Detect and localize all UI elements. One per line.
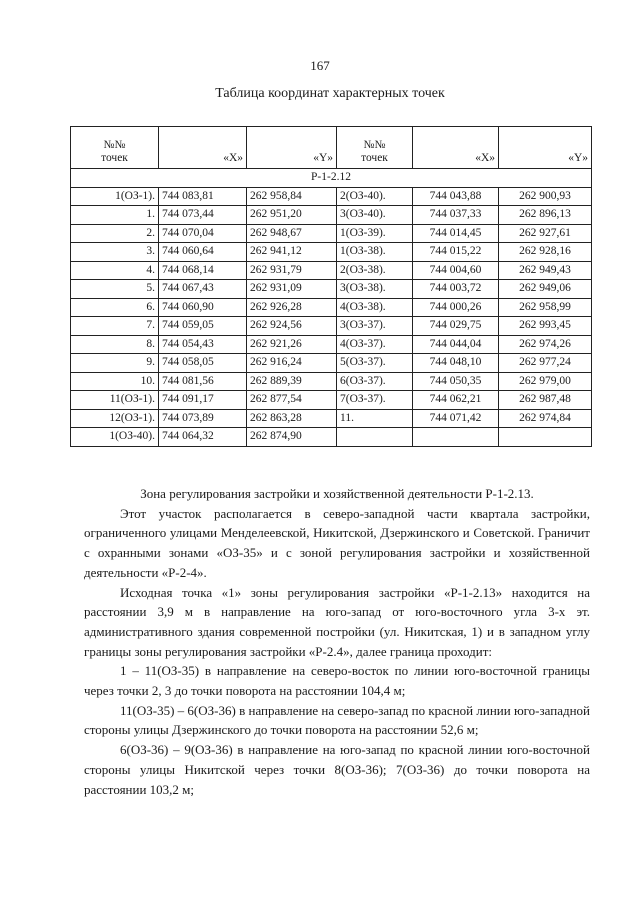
x-right-cell: 744 043,88 <box>413 187 499 206</box>
point-right-cell <box>337 428 413 447</box>
point-right-cell: 2(ОЗ-40). <box>337 187 413 206</box>
point-right-cell: 5(ОЗ-37). <box>337 354 413 373</box>
y-left-cell: 262 863,28 <box>247 409 337 428</box>
y-right-cell: 262 979,00 <box>499 372 592 391</box>
point-left-cell: 1(ОЗ-40). <box>71 428 159 447</box>
y-left-cell: 262 931,79 <box>247 261 337 280</box>
paragraph-segment-2: 11(ОЗ-35) – 6(ОЗ-36) в направление на северо-запад по красной линии юго-западной стороны улицы Дзержинского до точки поворота на расстоянии 52,6 м; <box>84 702 590 738</box>
header-point-right-line2: точек <box>361 152 388 164</box>
section-label: Р-1-2.12 <box>71 169 592 188</box>
point-left-cell: 7. <box>71 317 159 336</box>
zone-heading: Зона регулирования застройки и хозяйственной деятельности Р-1-2.13. <box>140 486 534 501</box>
point-right-cell: 1(ОЗ-38). <box>337 243 413 262</box>
y-left-cell: 262 941,12 <box>247 243 337 262</box>
point-left-cell: 5. <box>71 280 159 299</box>
y-left-cell: 262 924,56 <box>247 317 337 336</box>
point-left-cell: 1(ОЗ-1). <box>71 187 159 206</box>
y-right-cell: 262 977,24 <box>499 354 592 373</box>
y-left-cell: 262 877,54 <box>247 391 337 410</box>
point-right-cell: 11. <box>337 409 413 428</box>
x-left-cell: 744 058,05 <box>159 354 247 373</box>
y-right-cell: 262 974,26 <box>499 335 592 354</box>
table-row <box>71 206 592 225</box>
section-row <box>71 169 592 188</box>
table-row <box>71 317 592 336</box>
x-left-cell: 744 060,90 <box>159 298 247 317</box>
x-right-cell: 744 003,72 <box>413 280 499 299</box>
point-left-cell: 6. <box>71 298 159 317</box>
x-left-cell: 744 073,44 <box>159 206 247 225</box>
x-right-cell: 744 004,60 <box>413 261 499 280</box>
x-left-cell: 744 068,14 <box>159 261 247 280</box>
point-right-cell: 3(ОЗ-38). <box>337 280 413 299</box>
point-left-cell: 11(ОЗ-1). <box>71 391 159 410</box>
point-left-cell: 1. <box>71 206 159 225</box>
y-right-cell: 262 896,13 <box>499 206 592 225</box>
paragraph-location: Этот участок располагается в северо-западной части квартала застройки, ограниченного улицами Менделеевской, Никитской, Дзержинского и Советской. Граничит с охранными зонами «ОЗ-35» и с зоной регулирования застройки и хозяйственной деятельности «Р-2-4». <box>84 505 590 580</box>
y-right-cell: 262 949,43 <box>499 261 592 280</box>
point-left-cell: 12(ОЗ-1). <box>71 409 159 428</box>
table-row <box>71 335 592 354</box>
point-right-cell: 1(ОЗ-39). <box>337 224 413 243</box>
y-right-cell: 262 993,45 <box>499 317 592 336</box>
x-right-cell: 744 062,21 <box>413 391 499 410</box>
table-row <box>71 354 592 373</box>
y-left-cell: 262 926,28 <box>247 298 337 317</box>
table-row <box>71 243 592 262</box>
y-left-cell: 262 916,24 <box>247 354 337 373</box>
x-right-cell: 744 029,75 <box>413 317 499 336</box>
y-left-cell: 262 889,39 <box>247 372 337 391</box>
point-left-cell: 10. <box>71 372 159 391</box>
table-header-row <box>71 127 592 169</box>
x-left-cell: 744 081,56 <box>159 372 247 391</box>
x-left-cell: 744 067,43 <box>159 280 247 299</box>
x-right-cell: 744 050,35 <box>413 372 499 391</box>
paragraph-segment-3: 6(ОЗ-36) – 9(ОЗ-36) в направление на юго-запад по красной линии юго-восточной стороны улицы Никитской через точки 8(ОЗ-36); 7(ОЗ-36) до точки поворота на расстоянии 103,2 м; <box>84 742 590 797</box>
x-right-cell <box>413 428 499 447</box>
y-right-cell: 262 927,61 <box>499 224 592 243</box>
y-left-cell: 262 921,26 <box>247 335 337 354</box>
y-right-cell: 262 974,84 <box>499 409 592 428</box>
y-right-cell <box>499 428 592 447</box>
header-y-right: «Y» <box>499 127 592 169</box>
x-right-cell: 744 037,33 <box>413 206 499 225</box>
x-left-cell: 744 059,05 <box>159 317 247 336</box>
y-right-cell: 262 958,99 <box>499 298 592 317</box>
table-row <box>71 428 592 447</box>
y-right-cell: 262 928,16 <box>499 243 592 262</box>
header-point-right-line1: №№ <box>363 139 386 151</box>
table-row <box>71 372 592 391</box>
x-left-cell: 744 060,64 <box>159 243 247 262</box>
x-left-cell: 744 073,89 <box>159 409 247 428</box>
x-left-cell: 744 091,17 <box>159 391 247 410</box>
point-left-cell: 3. <box>71 243 159 262</box>
table-row <box>71 391 592 410</box>
y-right-cell: 262 987,48 <box>499 391 592 410</box>
x-left-cell: 744 070,04 <box>159 224 247 243</box>
x-right-cell: 744 044,04 <box>413 335 499 354</box>
paragraph-segment-1: 1 – 11(ОЗ-35) в направление на северо-восток по линии юго-восточной границы через точки 2, 3 до точки поворота на расстоянии 104,4 м; <box>84 663 590 699</box>
point-right-cell: 2(ОЗ-38). <box>337 261 413 280</box>
point-right-cell: 4(ОЗ-37). <box>337 335 413 354</box>
point-right-cell: 7(ОЗ-37). <box>337 391 413 410</box>
header-x-right: «Х» <box>413 127 499 169</box>
x-left-cell: 744 083,81 <box>159 187 247 206</box>
table-row <box>71 298 592 317</box>
y-left-cell: 262 874,90 <box>247 428 337 447</box>
point-right-cell: 3(ОЗ-40). <box>337 206 413 225</box>
header-point-right <box>337 127 413 169</box>
point-right-cell: 4(ОЗ-38). <box>337 298 413 317</box>
header-point-left <box>71 127 159 169</box>
header-x-left: «Х» <box>159 127 247 169</box>
y-right-cell: 262 900,93 <box>499 187 592 206</box>
point-left-cell: 2. <box>71 224 159 243</box>
point-right-cell: 3(ОЗ-37). <box>337 317 413 336</box>
point-left-cell: 4. <box>71 261 159 280</box>
y-right-cell: 262 949,06 <box>499 280 592 299</box>
y-left-cell: 262 951,20 <box>247 206 337 225</box>
x-right-cell: 744 000,26 <box>413 298 499 317</box>
header-point-left-line1: №№ <box>103 139 126 151</box>
table-row <box>71 187 592 206</box>
x-right-cell: 744 015,22 <box>413 243 499 262</box>
table-row <box>71 224 592 243</box>
point-left-cell: 9. <box>71 354 159 373</box>
y-left-cell: 262 931,09 <box>247 280 337 299</box>
x-left-cell: 744 054,43 <box>159 335 247 354</box>
body-text <box>84 484 590 799</box>
x-right-cell: 744 048,10 <box>413 354 499 373</box>
table-row <box>71 409 592 428</box>
table-title: Таблица координат характерных точек <box>215 86 445 101</box>
y-left-cell: 262 948,67 <box>247 224 337 243</box>
coordinates-table <box>70 126 592 447</box>
point-right-cell: 6(ОЗ-37). <box>337 372 413 391</box>
paragraph-origin: Исходная точка «1» зоны регулирования застройки «Р-1-2.13» находится на расстоянии 3,9 м в направление на юго-запад от юго-восточного угла 3-х эт. административного здания современной постройки (ул. Никитская, 1) и в западном углу границы зоны регулирования застройки «Р-2.4», далее граница проходит: <box>84 584 590 659</box>
table-row <box>71 261 592 280</box>
x-right-cell: 744 014,45 <box>413 224 499 243</box>
y-left-cell: 262 958,84 <box>247 187 337 206</box>
x-left-cell: 744 064,32 <box>159 428 247 447</box>
x-right-cell: 744 071,42 <box>413 409 499 428</box>
header-y-left: «Y» <box>247 127 337 169</box>
point-left-cell: 8. <box>71 335 159 354</box>
page-number: 167 <box>310 58 330 73</box>
table-row <box>71 280 592 299</box>
header-point-left-line2: точек <box>101 152 128 164</box>
